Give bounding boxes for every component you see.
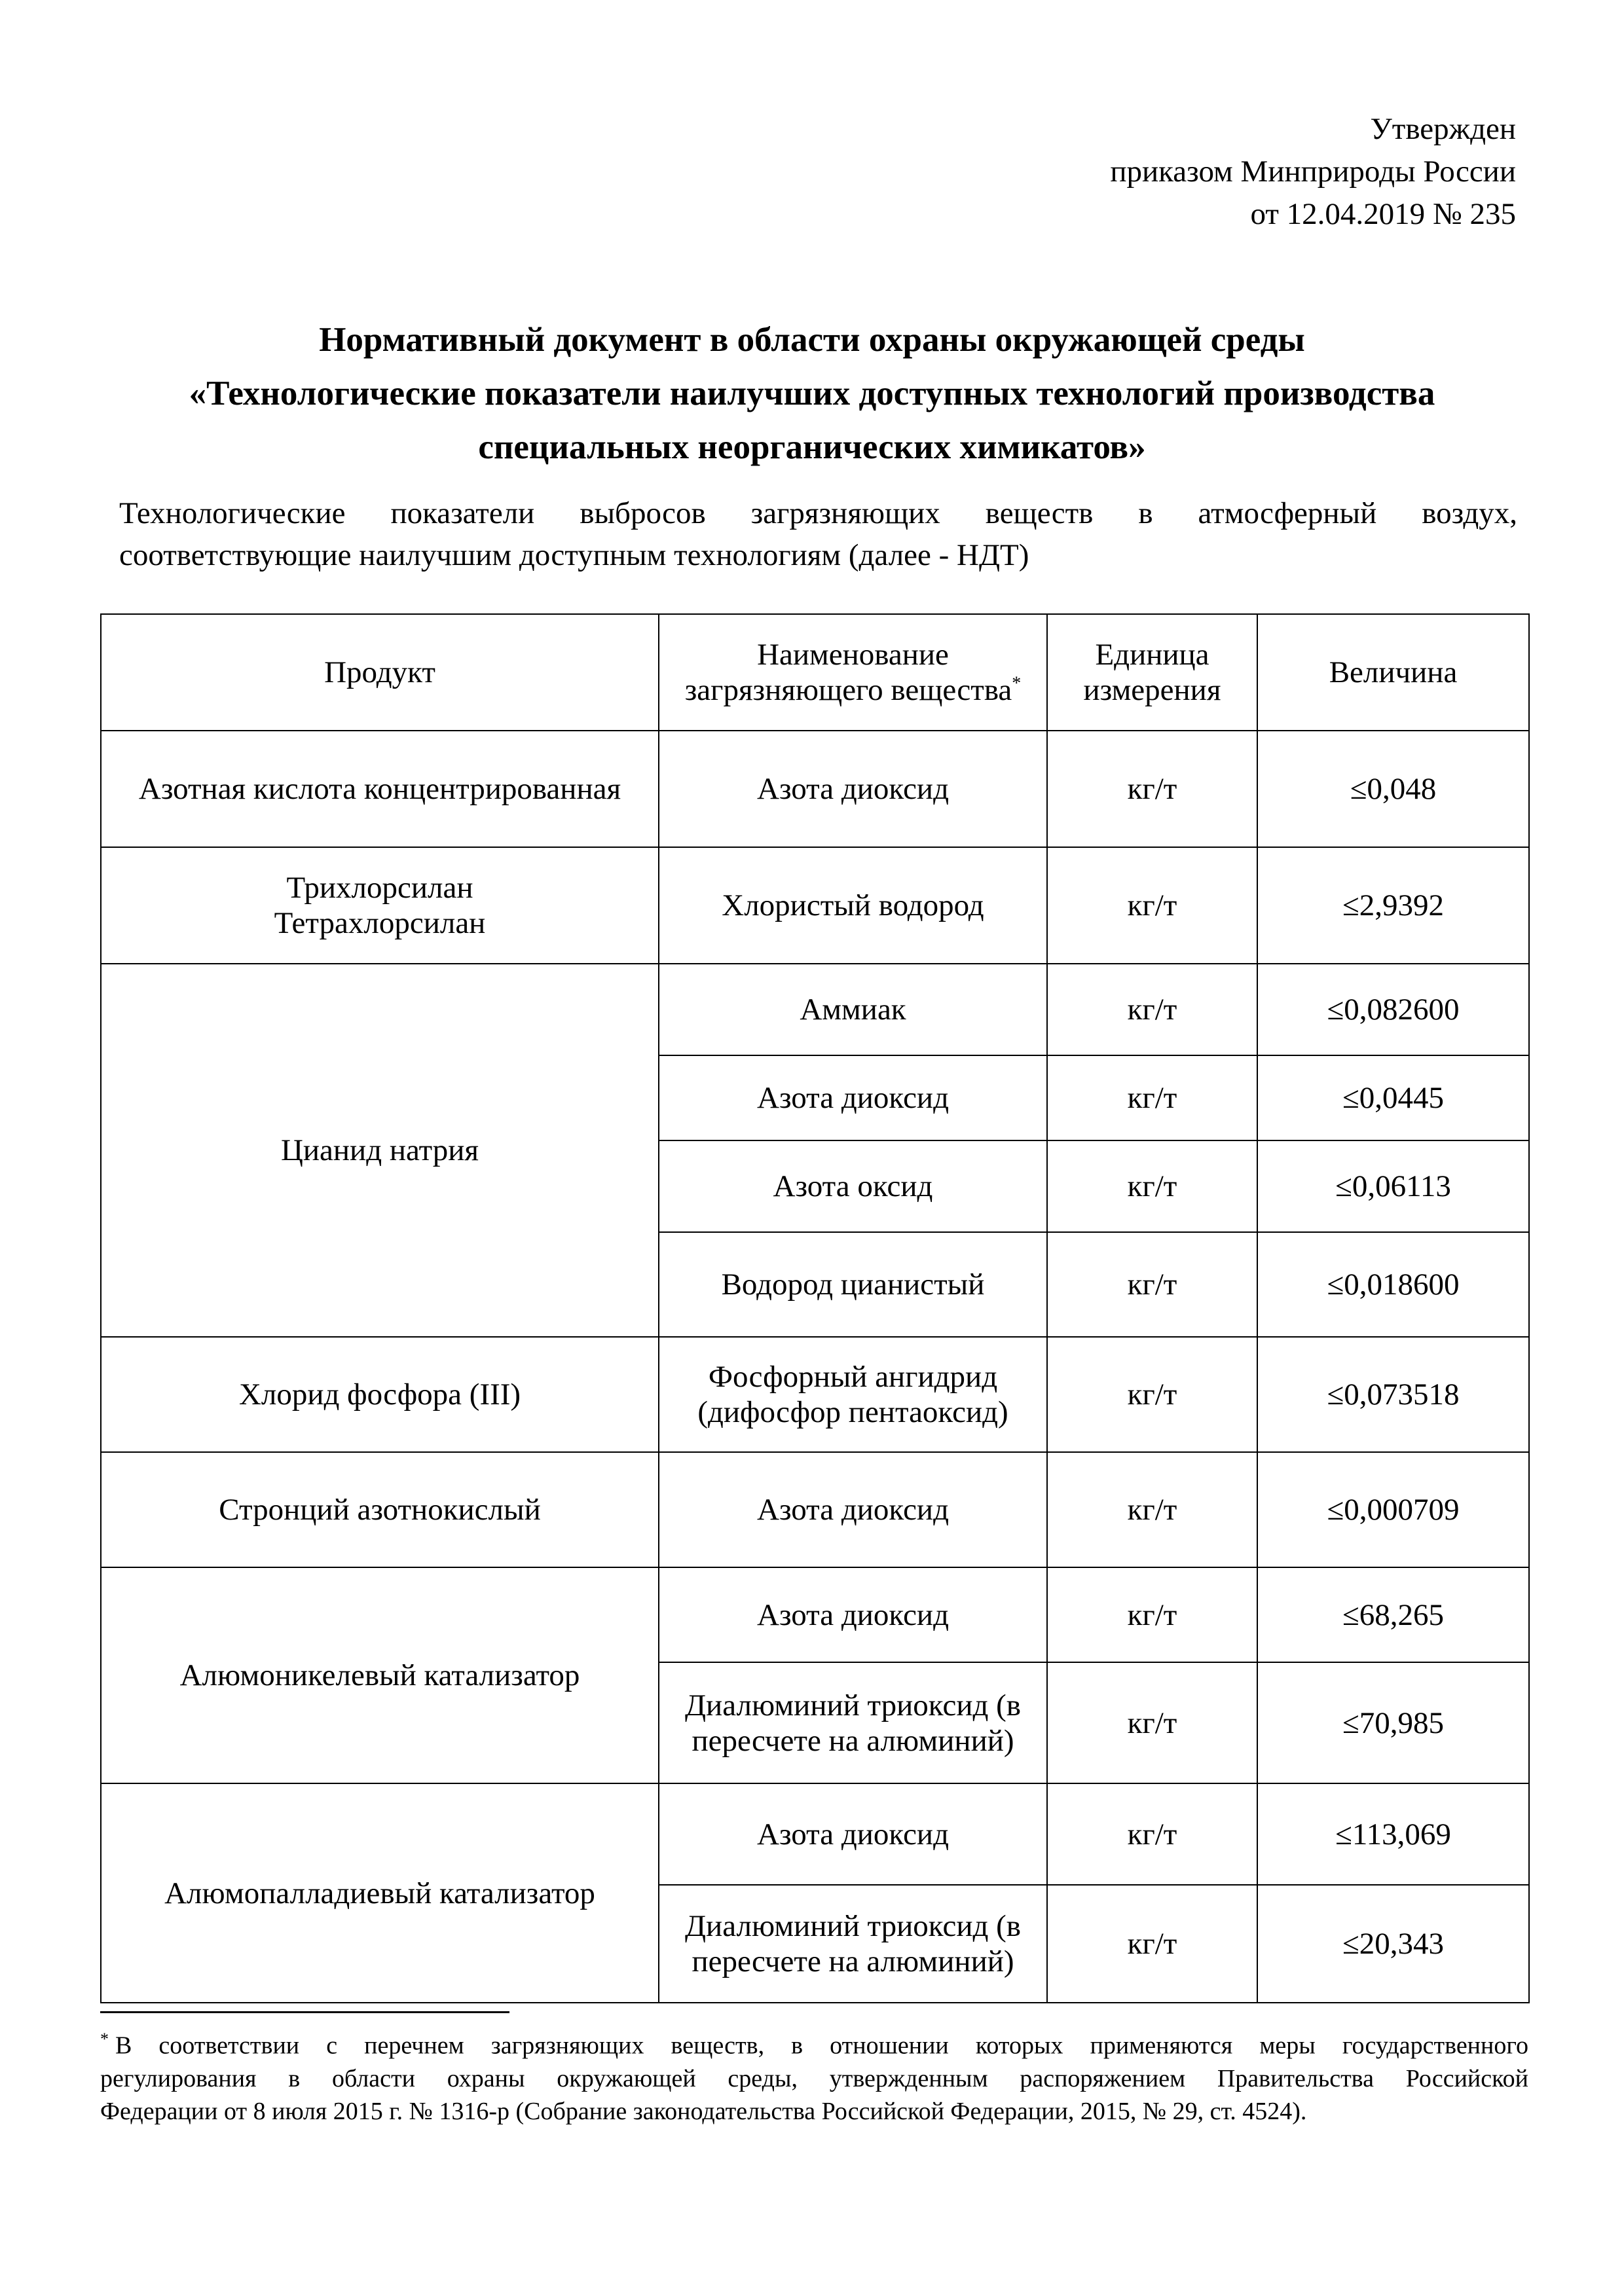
value-cell: ≤0,0445 — [1257, 1055, 1529, 1140]
table-row — [101, 731, 1529, 847]
table-row — [101, 1567, 1529, 1662]
substance-line: Фосфорный ангидрид — [708, 1360, 998, 1394]
substance-cell: Диалюминий триоксид (в пересчете на алюминий) — [659, 1662, 1047, 1783]
product-cell: Алюмопалладиевый катализатор — [101, 1783, 659, 2003]
title-line: Нормативный документ в области охраны окружающей среды — [319, 321, 1305, 359]
unit-cell: кг/т — [1047, 731, 1257, 847]
approval-line: Утвержден — [1370, 112, 1516, 146]
unit-cell: кг/т — [1047, 1567, 1257, 1662]
substance-cell: Аммиак — [659, 964, 1047, 1055]
unit-cell: кг/т — [1047, 1140, 1257, 1232]
title-line: «Технологические показатели наилучших доступных технологий производства — [189, 374, 1435, 412]
substance-cell: Азота оксид — [659, 1140, 1047, 1232]
value-cell: ≤0,048 — [1257, 731, 1529, 847]
unit-cell: кг/т — [1047, 847, 1257, 964]
substance-cell: Водород цианистый — [659, 1232, 1047, 1337]
substance-cell: Диалюминий триоксид (в пересчете на алюминий) — [659, 1885, 1047, 2003]
value-cell: ≤0,082600 — [1257, 964, 1529, 1055]
value-cell: ≤0,073518 — [1257, 1337, 1529, 1452]
substance-cell: Азота диоксид — [659, 1452, 1047, 1567]
value-cell: ≤0,018600 — [1257, 1232, 1529, 1337]
value-cell: ≤70,985 — [1257, 1662, 1529, 1783]
intro-paragraph — [119, 492, 1517, 576]
product-cell: Стронций азотнокислый — [101, 1452, 659, 1567]
unit-cell: кг/т — [1047, 1232, 1257, 1337]
substance-cell: Азота диоксид — [659, 731, 1047, 847]
header-substance-label: Наименование загрязняющего вещества — [684, 638, 1012, 707]
product-cell: Алюмоникелевый катализатор — [101, 1567, 659, 1783]
table-row — [101, 847, 1529, 964]
substance-cell: Азота диоксид — [659, 1567, 1047, 1662]
unit-cell: кг/т — [1047, 1055, 1257, 1140]
unit-cell: кг/т — [1047, 1337, 1257, 1452]
table-header-row — [101, 614, 1529, 731]
product-cell: Азотная кислота концентрированная — [101, 731, 659, 847]
value-cell: ≤0,000709 — [1257, 1452, 1529, 1567]
footnote-marker: * — [1012, 673, 1022, 694]
header-substance — [659, 614, 1047, 731]
substance-cell — [659, 1337, 1047, 1452]
substance-line: (дифосфор пентаоксид) — [697, 1395, 1008, 1429]
substance-cell: Азота диоксид — [659, 1783, 1047, 1885]
unit-cell: кг/т — [1047, 1783, 1257, 1885]
product-line: Трихлорсилан — [286, 871, 473, 905]
substance-cell: Хлористый водород — [659, 847, 1047, 964]
approval-block — [1110, 108, 1516, 236]
footnote-divider — [100, 2011, 509, 2013]
table-row — [101, 964, 1529, 1055]
product-line: Тетрахлорсилан — [274, 906, 486, 940]
value-cell: ≤2,9392 — [1257, 847, 1529, 964]
unit-cell: кг/т — [1047, 1662, 1257, 1783]
product-cell: Хлорид фосфора (III) — [101, 1337, 659, 1452]
unit-cell: кг/т — [1047, 1452, 1257, 1567]
value-cell: ≤0,06113 — [1257, 1140, 1529, 1232]
approval-date-number: от 12.04.2019 № 235 — [1250, 197, 1516, 231]
table-row — [101, 1452, 1529, 1567]
product-cell: Цианид натрия — [101, 964, 659, 1337]
table-row — [101, 1337, 1529, 1452]
value-cell: ≤68,265 — [1257, 1567, 1529, 1662]
document-title — [92, 313, 1532, 474]
header-product: Продукт — [101, 614, 659, 731]
norms-table — [100, 613, 1530, 2003]
footnote — [100, 2023, 1528, 2128]
substance-cell: Азота диоксид — [659, 1055, 1047, 1140]
footnote-line: Федерации от 8 июля 2015 г. № 1316-р (Собрание законодательства Российской Федерации, 2015, № 29, ст. 4524). — [100, 2097, 1307, 2125]
unit-cell: кг/т — [1047, 1885, 1257, 2003]
product-cell — [101, 847, 659, 964]
unit-cell: кг/т — [1047, 964, 1257, 1055]
title-line: специальных неорганических химикатов» — [478, 428, 1146, 466]
approval-line: приказом Минприроды России — [1110, 155, 1516, 189]
footnote-line: регулирования в области охраны окружающей среды, утвержденным распоряжением Правительства Российской — [100, 2064, 1528, 2092]
table-row — [101, 1783, 1529, 1885]
intro-line: соответствующие наилучшим доступным технологиям (далее - НДТ) — [119, 538, 1029, 572]
footnote-text: В соответствии с перечнем загрязняющих веществ, в отношении которых применяются меры государственного — [115, 2032, 1528, 2060]
header-unit: Единица измерения — [1047, 614, 1257, 731]
footnote-line — [100, 2023, 1528, 2062]
footnote-marker: * — [100, 2030, 109, 2049]
value-cell: ≤20,343 — [1257, 1885, 1529, 2003]
header-value: Величина — [1257, 614, 1529, 731]
value-cell: ≤113,069 — [1257, 1783, 1529, 1885]
intro-line: Технологические показатели выбросов загрязняющих веществ в атмосферный воздух, — [119, 496, 1517, 530]
